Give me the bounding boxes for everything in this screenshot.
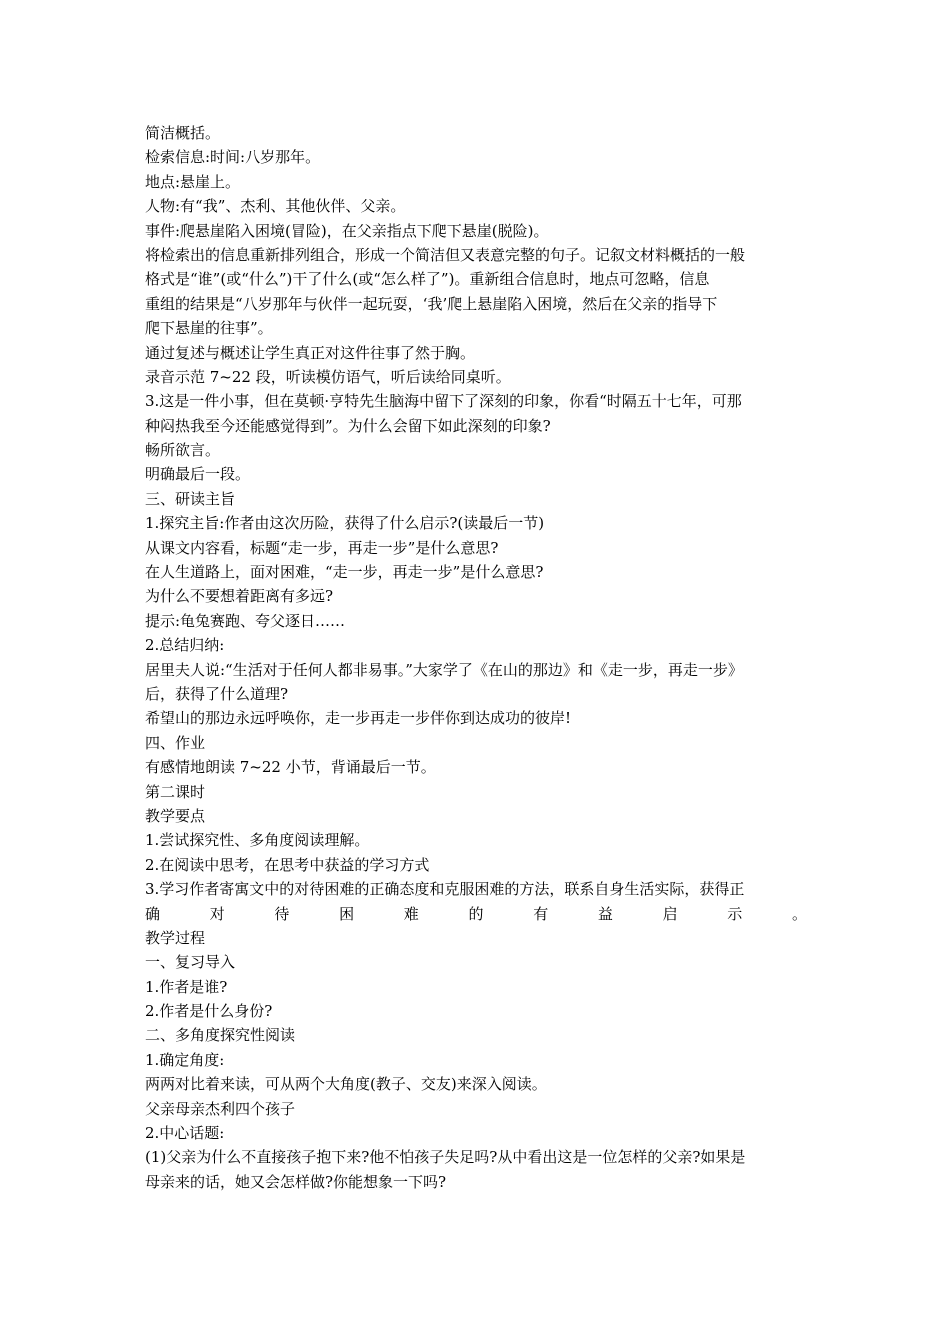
section-heading: 三、研读主旨 (145, 489, 236, 508)
text-line: 2.在阅读中思考，在思考中获益的学习方式 (145, 855, 430, 874)
text-line: 2.总结归纳: (145, 636, 225, 655)
text-line: 希望山的那边永远呼唤你，走一步再走一步伴你到达成功的彼岸! (145, 709, 572, 728)
text-line: 3.这是一件小事，但在莫顿·亨特先生脑海中留下了深刻的印象，你看“时隔五十七年，可那 (145, 392, 742, 411)
text-line: 后，获得了什么道理? (145, 684, 289, 703)
text-line-justified: 确 对 待 困 难 的 有 益 启 示 。 (145, 904, 807, 923)
text-line: 父亲母亲杰利四个孩子 (145, 1099, 296, 1118)
text-line: 格式是“谁”(或“什么”)干了什么(或“怎么样了”)。重新组合信息时，地点可忽略，信息 (145, 270, 710, 289)
section-heading: 一、复习导入 (145, 953, 236, 972)
text-line: 在人生道路上，面对困难，“走一步，再走一步”是什么意思? (145, 563, 544, 582)
text-line: 从课文内容看，标题“走一步，再走一步”是什么意思? (145, 538, 499, 557)
text-line: 为什么不要想着距离有多远? (145, 587, 334, 606)
text-line: 1.作者是谁? (145, 977, 228, 996)
text-line: 1.尝试探究性、多角度阅读理解。 (145, 831, 370, 850)
text-line: 2.作者是什么身份? (145, 1002, 273, 1021)
text-line: 居里夫人说:“生活对于任何人都非易事。”大家学了《在山的那边》和《走一步，再走一步》 (145, 660, 743, 679)
text-line: 明确最后一段。 (145, 465, 251, 484)
text-line: 通过复述与概述让学生真正对这件往事了然于胸。 (145, 343, 476, 362)
text-line: 简洁概括。 (145, 124, 221, 142)
text-line: 种闷热我至今还能感觉得到”。为什么会留下如此深刻的印象? (145, 416, 551, 435)
section-heading: 教学过程 (145, 928, 206, 947)
text-line: 人物:有“我”、杰利、其他伙伴、父亲。 (145, 197, 406, 216)
text-line: 重组的结果是“八岁那年与伙伴一起玩耍，‘我’爬上悬崖陷入困境，然后在父亲的指导下 (145, 294, 718, 313)
text-line: 事件:爬悬崖陷入困境(冒险)，在父亲指点下爬下悬崖(脱险)。 (145, 221, 549, 240)
text-line: 畅所欲言。 (145, 441, 221, 460)
text-line: 1.确定角度: (145, 1050, 225, 1069)
text-line: (1)父亲为什么不直接孩子抱下来?他不怕孩子失足吗?从中看出这是一位怎样的父亲?如果是 (145, 1148, 746, 1167)
text-line: 提示:龟兔赛跑、夸父逐日…… (145, 611, 346, 630)
text-line: 2.中心话题: (145, 1124, 225, 1143)
text-line: 将检索出的信息重新排列组合，形成一个简洁但又表意完整的句子。记叙文材料概括的一般 (145, 245, 746, 264)
section-heading: 二、多角度探究性阅读 (145, 1026, 296, 1045)
text-line: 有感情地朗读 7~22 小节，背诵最后一节。 (145, 758, 436, 777)
document-page (145, 121, 807, 1194)
section-heading: 教学要点 (145, 806, 206, 825)
text-line: 两两对比着来读，可从两个大角度(教子、交友)来深入阅读。 (145, 1075, 547, 1094)
text-line: 3.学习作者寄寓文中的对待困难的正确态度和克服困难的方法，联系自身生活实际，获得正 (145, 880, 745, 899)
text-line: 1.探究主旨:作者由这次历险，获得了什么启示?(读最后一节) (145, 514, 545, 533)
text-line: 地点:悬崖上。 (145, 172, 241, 191)
text-line: 检索信息:时间:八岁那年。 (145, 148, 321, 167)
text-line: 爬下悬崖的往事”。 (145, 319, 273, 338)
section-heading: 第二课时 (145, 782, 206, 801)
text-line: 母亲来的话，她又会怎样做?你能想象一下吗? (145, 1172, 447, 1191)
section-heading: 四、作业 (145, 733, 206, 752)
text-line: 录音示范 7~22 段，听读模仿语气，听后读给同桌听。 (145, 367, 511, 386)
